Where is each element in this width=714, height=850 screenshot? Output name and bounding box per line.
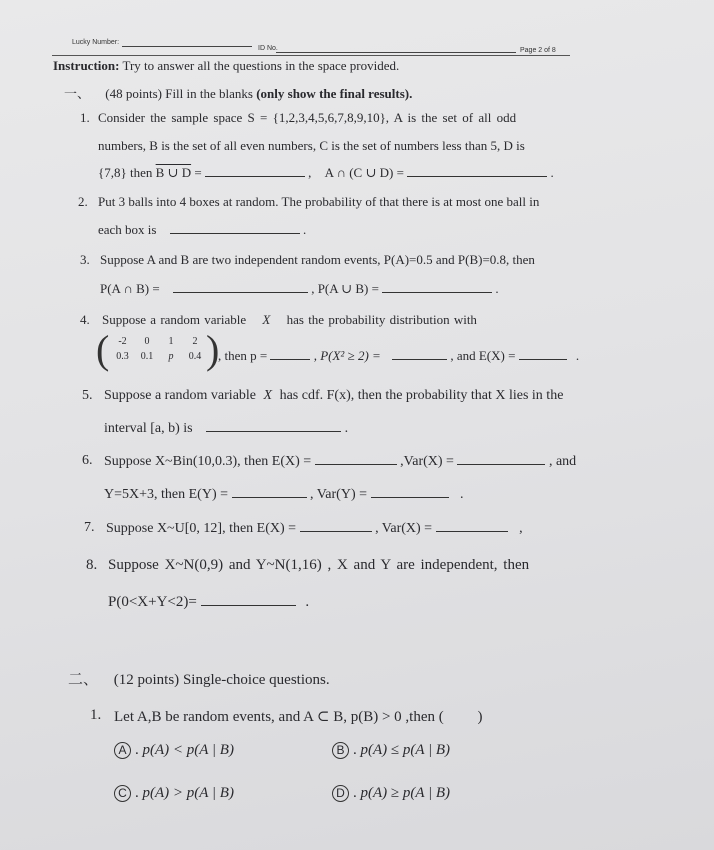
mc1-stem-line — [114, 707, 482, 726]
q1-answer-blank-1[interactable] — [205, 165, 305, 177]
section2-title: Single-choice questions. — [182, 672, 330, 688]
q3-p-intersect: P(A ∩ B) = — [100, 281, 160, 296]
q4-answer-blank-2[interactable] — [392, 348, 447, 360]
q3-answer-blank-1[interactable] — [173, 281, 308, 293]
section1-note: (only show the final results). — [256, 86, 413, 101]
q4-answer-blank-1[interactable] — [270, 348, 310, 360]
q4-answer-blank-3[interactable] — [519, 348, 567, 360]
q5-period: . — [344, 421, 349, 436]
q2-number: 2. — [78, 194, 88, 209]
id-no-line — [276, 52, 516, 53]
section2-header — [68, 668, 330, 689]
q1-a-intersect: A ∩ (C ∪ D) = — [324, 165, 404, 180]
q8-line2 — [108, 594, 309, 611]
q3-line2 — [100, 281, 499, 297]
header-rule — [52, 55, 570, 56]
q6-bin: Suppose X~Bin(10,0.3), then E(X) = — [104, 454, 312, 469]
option-c-text: p(A) > p(A | B) — [142, 785, 234, 801]
q8-answer-blank[interactable] — [201, 594, 296, 606]
q3-line1: Suppose A and B are two independent random events, P(A)=0.5 and P(B)=0.8, then — [100, 252, 535, 267]
q1-line1: Consider the sample space S = {1,2,3,4,5,6,7,8,9,10}, A is the set of all odd — [98, 110, 517, 125]
section1-header — [64, 83, 412, 102]
q3-p-union: , P(A ∪ B) = — [311, 281, 379, 296]
matrix-cell: 0.4 — [188, 351, 202, 362]
matrix-cell: 0.3 — [116, 351, 129, 362]
q5-interval: interval [a, b) is — [104, 421, 193, 436]
q4-x: X — [262, 312, 271, 327]
option-d-circle-icon: D — [332, 785, 349, 802]
q1-line3 — [98, 165, 554, 181]
q5-line1 — [104, 388, 563, 404]
lucky-number-label: Lucky Number: — [72, 39, 120, 46]
q7-number: 7. — [84, 520, 95, 535]
section1-points: (48 points) — [105, 86, 162, 101]
section2-points: (12 points) — [113, 672, 180, 688]
matrix-cell: p — [168, 351, 174, 362]
q6-and: , and — [548, 454, 577, 469]
q3-number: 3. — [80, 252, 90, 267]
q2-period: . — [302, 222, 307, 237]
q7-uniform: Suppose X~U[0, 12], then E(X) = — [106, 521, 297, 536]
q2-answer-blank[interactable] — [170, 222, 300, 234]
q3-answer-blank-2[interactable] — [382, 281, 492, 293]
q1-line2: numbers, B is the set of all even numbers, C is the set of numbers less than 5, D is — [98, 138, 525, 153]
q5-cdf: has cdf. F(x), then the probability that X lies in the — [279, 388, 564, 403]
matrix-row-probs — [110, 351, 207, 362]
section2-number: 二、 — [68, 672, 99, 688]
q6-line1 — [104, 453, 576, 470]
q5-suppose: Suppose a random variable — [104, 388, 257, 403]
q7-answer-blank-1[interactable] — [300, 520, 372, 532]
q8-line1: Suppose X~N(0,9) and Y~N(1,16) , X and Y are independent, then — [108, 557, 530, 573]
option-d-text: p(A) ≥ p(A | B) — [360, 785, 451, 801]
instruction-text: Try to answer all the questions in the space provided. — [122, 58, 400, 73]
q7-comma: , — [519, 521, 523, 536]
q7-answer-blank-2[interactable] — [436, 520, 508, 532]
matrix-cell: 0 — [144, 336, 150, 347]
q1-set-d: {7,8} then — [98, 165, 153, 180]
q4-period: . — [575, 348, 580, 363]
q4-and-ex: , and E(X) = — [450, 348, 516, 363]
q1-number: 1. — [80, 110, 90, 125]
q4-then-p: , then p = — [218, 348, 268, 363]
matrix-cell: -2 — [118, 336, 127, 347]
section1-title: Fill in the blanks — [165, 86, 253, 101]
id-no-label: ID No. — [258, 45, 278, 52]
q8-period: . — [305, 594, 310, 610]
q1-equals: = — [194, 165, 202, 180]
mc1-option-b[interactable]: B . p(A) ≤ p(A | B) — [332, 742, 450, 759]
q6-answer-blank-2[interactable] — [457, 453, 545, 465]
q4-line1 — [102, 312, 477, 328]
q6-ey: Y=5X+3, then E(Y) = — [104, 487, 228, 502]
mc1-number: 1. — [90, 707, 102, 723]
matrix-row-values — [110, 336, 207, 347]
q7-line1 — [106, 520, 523, 537]
q4-distribution: has the probability distribution with — [286, 312, 477, 327]
option-b-text: p(A) ≤ p(A | B) — [360, 742, 451, 758]
section1-number: 一、 — [64, 86, 91, 101]
q4-number: 4. — [80, 312, 90, 327]
q1-comma: , — [308, 165, 312, 180]
page-indicator: Page 2 of 8 — [520, 47, 556, 54]
q4-px2: , P(X² ≥ 2) = — [313, 348, 381, 363]
matrix-right-paren: ) — [206, 327, 220, 372]
mc1-option-d[interactable]: D . p(A) ≥ p(A | B) — [332, 785, 450, 802]
q5-line2 — [104, 420, 348, 437]
q6-var: ,Var(X) = — [400, 454, 454, 469]
q6-period: . — [460, 487, 464, 502]
q2-each-box: each box is — [98, 222, 157, 237]
q6-answer-blank-4[interactable] — [371, 486, 449, 498]
q3-period: . — [495, 281, 499, 296]
q6-number: 6. — [82, 453, 93, 468]
matrix-left-paren: ( — [96, 327, 110, 372]
q5-answer-blank[interactable] — [206, 420, 341, 432]
instruction-line — [53, 58, 399, 74]
q1-answer-blank-2[interactable] — [407, 165, 547, 177]
mc1-stem: Let A,B be random events, and A ⊂ B, p(B) > 0 ,then ( — [114, 709, 444, 725]
instruction-label: Instruction: — [53, 58, 120, 73]
q6-answer-blank-3[interactable] — [232, 486, 307, 498]
matrix-cell: 0.1 — [140, 351, 154, 362]
q2-line1: Put 3 balls into 4 boxes at random. The probability of that there is at most one ball in — [98, 194, 540, 209]
q7-var: , Var(X) = — [375, 521, 433, 536]
q4-line2 — [218, 348, 579, 364]
q5-x: X — [263, 388, 273, 403]
mc1-option-a[interactable]: A . p(A) < p(A | B) — [114, 742, 234, 759]
q5-number: 5. — [82, 388, 93, 403]
q1-b-union-d: B ∪ D — [155, 165, 192, 180]
mc1-option-c[interactable]: C . p(A) > p(A | B) — [114, 785, 234, 802]
matrix-cell: 2 — [192, 336, 198, 347]
lucky-number-line — [122, 46, 252, 47]
option-a-text: p(A) < p(A | B) — [142, 742, 234, 758]
q6-line2 — [104, 486, 464, 503]
option-c-circle-icon: C — [114, 785, 131, 802]
q8-number: 8. — [86, 557, 98, 573]
option-b-circle-icon: B — [332, 742, 349, 759]
q1-period: . — [550, 165, 554, 180]
matrix-cell: 1 — [168, 336, 174, 347]
q4-distribution-matrix — [96, 327, 225, 372]
option-a-circle-icon: A — [114, 742, 131, 759]
q6-answer-blank-1[interactable] — [315, 453, 397, 465]
q8-prob: P(0<X+Y<2)= — [108, 594, 197, 610]
mc1-close-paren: ) — [477, 709, 483, 725]
q4-suppose: Suppose a random variable — [102, 312, 247, 327]
q6-vary: , Var(Y) = — [310, 487, 368, 502]
q2-line2 — [98, 222, 306, 238]
